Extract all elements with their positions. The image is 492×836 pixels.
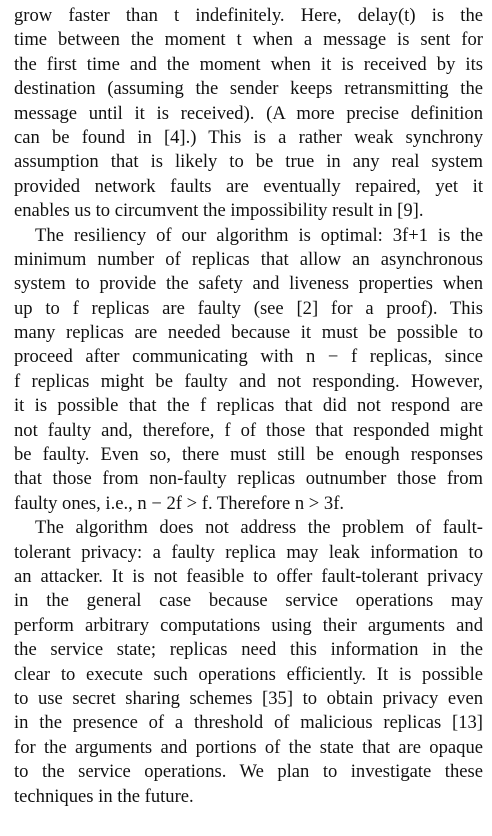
text-line: up to f replicas are faulty (see [2] for a proof). This <box>14 297 483 319</box>
text-line: clear to execute such operations efficiently. It is possible <box>14 663 483 685</box>
paragraph-privacy <box>14 516 483 809</box>
text-line: tolerant privacy: a faulty replica may leak information to <box>14 541 483 563</box>
text-line: techniques in the future. <box>14 785 194 807</box>
text-line: The algorithm does not address the problem of fault- <box>35 517 483 539</box>
text-line: faulty ones, i.e., n − 2f > f. Therefore n > 3f. <box>14 492 345 514</box>
text-line: message until it is received). (A more precise definition <box>14 102 483 124</box>
text-line: destination (assuming the sender keeps retransmitting the <box>14 78 483 100</box>
text-line: provided network faults are eventually repaired, yet it <box>14 175 483 197</box>
text-line: The resiliency of our algorithm is optimal: 3f+1 is the <box>35 224 483 246</box>
text-line: the service state; replicas need this information in the <box>14 639 483 661</box>
text-line: in the presence of a threshold of malicious replicas [13] <box>14 712 483 734</box>
text-line: it is possible that the f replicas that did not respond are <box>14 395 483 417</box>
paragraph-synchrony <box>14 4 483 224</box>
text-line: perform arbitrary computations using their arguments and <box>14 614 483 636</box>
text-line: be faulty. Even so, there must still be enough responses <box>14 444 483 466</box>
text-line: time between the moment t when a message is sent for <box>14 29 483 51</box>
text-line: assumption that is likely to be true in any real system <box>14 151 483 173</box>
text-line: grow faster than t indefinitely. Here, delay(t) is the <box>14 5 483 26</box>
text-line: system to provide the safety and liveness properties when <box>14 273 483 295</box>
text-line: not faulty and, therefore, f of those that responded might <box>14 419 483 441</box>
text-line: f replicas might be faulty and not responding. However, <box>14 370 483 392</box>
text-line: enables us to circumvent the impossibility result in [9]. <box>14 200 424 222</box>
document-page <box>14 4 483 809</box>
text-line: proceed after communicating with n − f replicas, since <box>14 346 483 368</box>
text-line: to use secret sharing schemes [35] to obtain privacy even <box>14 687 483 709</box>
text-line: to the service operations. We plan to investigate these <box>14 761 483 783</box>
text-line: in the general case because service operations may <box>14 590 483 612</box>
paragraph-resiliency <box>14 224 483 517</box>
text-line: the first time and the moment when it is received by its <box>14 53 483 75</box>
text-line: many replicas are needed because it must be possible to <box>14 322 483 344</box>
text-line: for the arguments and portions of the state that are opaque <box>14 736 483 758</box>
text-line: can be found in [4].) This is a rather weak synchrony <box>14 126 483 148</box>
text-line: an attacker. It is not feasible to offer fault-tolerant privacy <box>14 565 483 587</box>
text-line: that those from non-faulty replicas outnumber those from <box>14 468 483 490</box>
text-line: minimum number of replicas that allow an asynchronous <box>14 248 483 270</box>
